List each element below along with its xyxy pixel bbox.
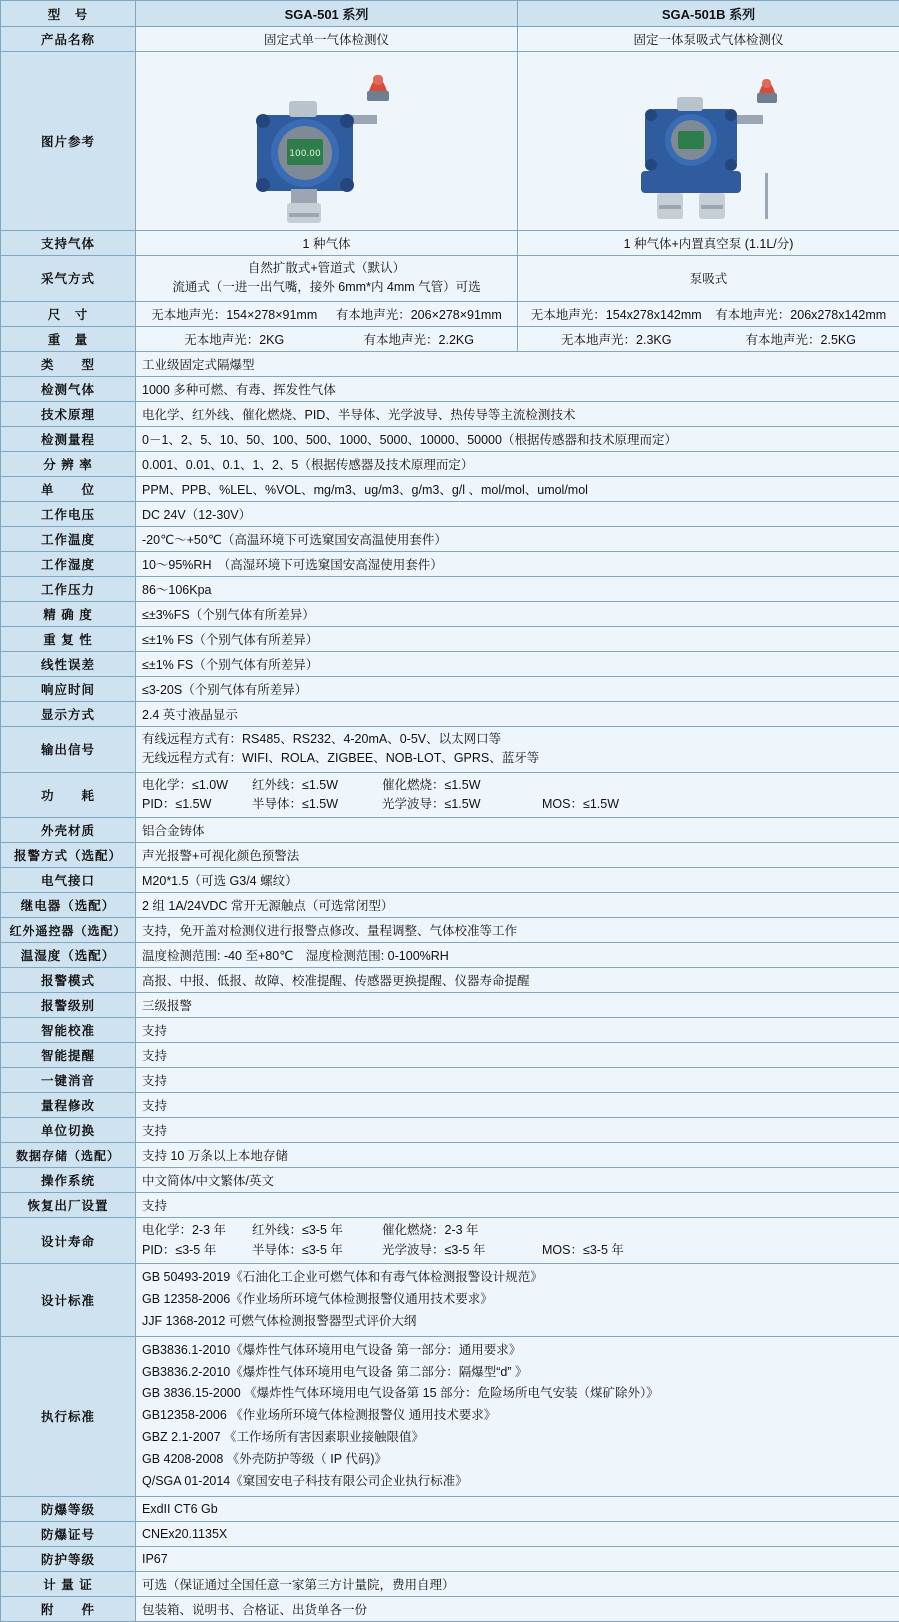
product-name-col1: 固定式单一气体检测仪 — [136, 27, 518, 52]
exec-std-value — [136, 1336, 899, 1496]
table-row — [1, 1068, 899, 1093]
table-row — [1, 993, 899, 1018]
ex-level-value: ExdII CT6 Gb — [136, 1496, 899, 1521]
alarm-level-value: 三级报警 — [136, 993, 899, 1018]
row-label-image-ref: 图片参考 — [1, 52, 136, 231]
detect-gas-value: 1000 多种可燃、有毒、挥发性气体 — [136, 376, 899, 401]
table-row — [1, 1596, 899, 1621]
table-row — [1, 626, 899, 651]
metering-value: 可选（保证通过全国任意一家第三方计量院，费用自理） — [136, 1571, 899, 1596]
row-label-lifetime: 设计寿命 — [1, 1218, 136, 1264]
table-row — [1, 726, 899, 772]
electrical-value: M20*1.5（可选 G3/4 螺纹） — [136, 868, 899, 893]
row-label-repeatability: 重 复 性 — [1, 626, 136, 651]
row-label-supported-gas: 支持气体 — [1, 231, 136, 256]
table-row — [1, 326, 899, 351]
row-label-smart-cal: 智能校准 — [1, 1018, 136, 1043]
table-row — [1, 1193, 899, 1218]
table-row — [1, 301, 899, 326]
row-label-sampling: 采气方式 — [1, 256, 136, 302]
row-label-resolution: 分 辨 率 — [1, 451, 136, 476]
row-label-storage: 数据存储（选配） — [1, 1143, 136, 1168]
power-item-5: 光学波导：≤1.5W — [382, 795, 542, 814]
row-label-linearity: 线性误差 — [1, 651, 136, 676]
table-row — [1, 1571, 899, 1596]
weight-col2-a: 无本地声光：2.3KG — [524, 330, 709, 348]
size-col2-b: 有本地声光：206x278x142mm — [709, 305, 894, 323]
table-row — [1, 601, 899, 626]
table-row — [1, 918, 899, 943]
row-label-accuracy: 精 确 度 — [1, 601, 136, 626]
table-row — [1, 551, 899, 576]
smart-remind-value: 支持 — [136, 1043, 899, 1068]
size-col1-a: 无本地声光：154×278×91mm — [142, 305, 327, 323]
accessories-value: 包装箱、说明书、合格证、出货单各一份 — [136, 1596, 899, 1621]
table-row — [1, 868, 899, 893]
table-row — [1, 52, 899, 231]
table-row — [1, 1018, 899, 1043]
table-row — [1, 1496, 899, 1521]
row-label-smart-remind: 智能提醒 — [1, 1043, 136, 1068]
range-value: 0－1、2、5、10、50、100、500、1000、5000、10000、50000（根据传感器和技术原理而定） — [136, 426, 899, 451]
type-value: 工业级固定式隔爆型 — [136, 351, 899, 376]
weight-col1-a: 无本地声光：2KG — [142, 330, 327, 348]
row-label-remote: 红外遥控器（选配） — [1, 918, 136, 943]
output-line1: 有线远程方式有：RS485、RS232、4-20mA、0-5V、以太网口等 — [142, 730, 893, 749]
row-label-principle: 技术原理 — [1, 401, 136, 426]
row-label-range: 检测量程 — [1, 426, 136, 451]
temperature-value: -20℃～+50℃（高温环境下可选窠国安高温使用套件） — [136, 526, 899, 551]
size-col2-a: 无本地声光：154x278x142mm — [524, 305, 709, 323]
table-row — [1, 893, 899, 918]
row-label-factory-reset: 恢复出厂设置 — [1, 1193, 136, 1218]
row-label-humidity: 工作湿度 — [1, 551, 136, 576]
weight-col1 — [136, 326, 518, 351]
row-label-unit-switch: 单位切换 — [1, 1118, 136, 1143]
table-row — [1, 1218, 899, 1264]
power-item-1: 红外线：≤1.5W — [252, 776, 382, 795]
lifetime-item-1: 红外线：≤3-5 年 — [252, 1221, 382, 1240]
size-col1-b: 有本地声光：206×278×91mm — [327, 305, 512, 323]
power-item-0: 电化学：≤1.0W — [142, 776, 252, 795]
row-label-detect-gas: 检测气体 — [1, 376, 136, 401]
table-row — [1, 376, 899, 401]
row-label-ex-cert: 防爆证号 — [1, 1521, 136, 1546]
ex-cert-value: CNEx20.1135X — [136, 1521, 899, 1546]
table-row — [1, 772, 899, 818]
row-label-alarm-way: 报警方式（选配） — [1, 843, 136, 868]
lifetime-item-6: MOS：≤3-5 年 — [542, 1241, 624, 1260]
row-label-model: 型 号 — [1, 1, 136, 27]
design-std-line-0: GB 50493-2019《石油化工企业可燃气体和有毒气体检测报警设计规范》 — [142, 1267, 893, 1289]
table-row — [1, 351, 899, 376]
power-item-3: PID：≤1.5W — [142, 795, 252, 814]
row-label-electrical: 电气接口 — [1, 868, 136, 893]
row-label-weight: 重 量 — [1, 326, 136, 351]
alarm-way-value: 声光报警+可视化颜色预警法 — [136, 843, 899, 868]
range-edit-value: 支持 — [136, 1093, 899, 1118]
unit-switch-value: 支持 — [136, 1118, 899, 1143]
lifetime-item-2: 催化燃烧：2-3 年 — [382, 1221, 542, 1240]
model-col1: SGA-501 系列 — [136, 1, 518, 27]
row-label-alarm-mode: 报警模式 — [1, 968, 136, 993]
sampling-col1 — [136, 256, 518, 302]
row-label-ex-level: 防爆等级 — [1, 1496, 136, 1521]
table-row — [1, 476, 899, 501]
power-value — [136, 772, 899, 818]
power-item-6: MOS：≤1.5W — [542, 795, 619, 814]
sampling-col1-line2: 流通式（一进一出气嘴，接外 6mm*内 4mm 气管）可选 — [142, 278, 511, 297]
shell-value: 铝合金铸体 — [136, 818, 899, 843]
table-row — [1, 1, 899, 27]
exec-std-line-6: Q/SGA 01-2014《窠国安电子科技有限公司企业执行标准》 — [142, 1471, 893, 1493]
table-row — [1, 526, 899, 551]
exec-std-line-5: GB 4208-2008 《外壳防护等级（ IP 代码)》 — [142, 1449, 893, 1471]
row-label-metering: 计 量 证 — [1, 1571, 136, 1596]
row-label-accessories: 附 件 — [1, 1596, 136, 1621]
svg-text:100.00: 100.00 — [289, 149, 321, 159]
table-row — [1, 968, 899, 993]
table-row — [1, 1043, 899, 1068]
size-col2 — [518, 301, 899, 326]
weight-col2-b: 有本地声光：2.5KG — [709, 330, 894, 348]
row-label-mute: 一键消音 — [1, 1068, 136, 1093]
table-row — [1, 1521, 899, 1546]
table-row — [1, 27, 899, 52]
exec-std-line-0: GB3836.1-2010《爆炸性气体环境用电气设备 第一部分：通用要求》 — [142, 1340, 893, 1362]
table-row — [1, 843, 899, 868]
output-line2: 无线远程方式有：WIFI、ROLA、ZIGBEE、NOB-LOT、GPRS、蓝牙等 — [142, 749, 893, 768]
row-label-pressure: 工作压力 — [1, 576, 136, 601]
row-label-type: 类 型 — [1, 351, 136, 376]
product-name-col2: 固定一体泵吸式气体检测仪 — [518, 27, 899, 52]
row-label-exec-std: 执行标准 — [1, 1336, 136, 1496]
weight-col2 — [518, 326, 899, 351]
model-col2: SGA-501B 系列 — [518, 1, 899, 27]
power-item-4: 半导体：≤1.5W — [252, 795, 382, 814]
size-col1 — [136, 301, 518, 326]
row-label-size: 尺 寸 — [1, 301, 136, 326]
row-label-range-edit: 量程修改 — [1, 1093, 136, 1118]
response-value: ≤3-20S（个别气体有所差异） — [136, 676, 899, 701]
storage-value: 支持 10 万条以上本地存储 — [136, 1143, 899, 1168]
table-row — [1, 451, 899, 476]
supported-gas-col2: 1 种气体+内置真空泵 (1.1L/分) — [518, 231, 899, 256]
table-row — [1, 256, 899, 302]
lifetime-item-3: PID：≤3-5 年 — [142, 1241, 252, 1260]
exec-std-line-4: GBZ 2.1-2007 《工作场所有害因素职业接触限值》 — [142, 1427, 893, 1449]
row-label-power: 功 耗 — [1, 772, 136, 818]
row-label-voltage: 工作电压 — [1, 501, 136, 526]
table-row — [1, 426, 899, 451]
linearity-value: ≤±1% FS（个别气体有所差异） — [136, 651, 899, 676]
ip-level-value: IP67 — [136, 1546, 899, 1571]
table-row — [1, 651, 899, 676]
supported-gas-col1: 1 种气体 — [136, 231, 518, 256]
row-label-display: 显示方式 — [1, 701, 136, 726]
os-value: 中文简体/中文繁体/英文 — [136, 1168, 899, 1193]
row-label-temperature: 工作温度 — [1, 526, 136, 551]
weight-col1-b: 有本地声光：2.2KG — [327, 330, 512, 348]
row-label-relay: 继电器（选配） — [1, 893, 136, 918]
gas-detector-illustration-icon — [197, 53, 457, 229]
power-item-2: 催化燃烧：≤1.5W — [382, 776, 542, 795]
lifetime-value — [136, 1218, 899, 1264]
smart-cal-value: 支持 — [136, 1018, 899, 1043]
pressure-value: 86～106Kpa — [136, 576, 899, 601]
table-row — [1, 818, 899, 843]
factory-reset-value: 支持 — [136, 1193, 899, 1218]
table-row — [1, 576, 899, 601]
principle-value: 电化学、红外线、催化燃烧、PID、半导体、光学波导、热传导等主流检测技术 — [136, 401, 899, 426]
table-row — [1, 1336, 899, 1496]
relay-value: 2 组 1A/24VDC 常开无源触点（可选常闭型） — [136, 893, 899, 918]
display-value: 2.4 英寸液晶显示 — [136, 701, 899, 726]
row-label-temp-humi: 温湿度（选配） — [1, 943, 136, 968]
row-label-output: 输出信号 — [1, 726, 136, 772]
lifetime-item-0: 电化学：2-3 年 — [142, 1221, 252, 1240]
table-row — [1, 676, 899, 701]
row-label-response: 响应时间 — [1, 676, 136, 701]
row-label-shell: 外壳材质 — [1, 818, 136, 843]
design-std-value — [136, 1264, 899, 1337]
row-label-alarm-level: 报警级别 — [1, 993, 136, 1018]
table-row — [1, 1168, 899, 1193]
exec-std-line-3: GB12358-2006 《作业场所环境气体检测报警仪 通用技术要求》 — [142, 1405, 893, 1427]
table-row — [1, 1118, 899, 1143]
table-row — [1, 501, 899, 526]
table-row — [1, 231, 899, 256]
row-label-design-std: 设计标准 — [1, 1264, 136, 1337]
exec-std-line-2: GB 3836.15-2000 《爆炸性气体环境用电气设备第 15 部分：危险场所电气安装（煤矿除外）》 — [142, 1383, 893, 1405]
table-row — [1, 1264, 899, 1337]
design-std-line-1: GB 12358-2006《作业场所环境气体检测报警仪通用技术要求》 — [142, 1289, 893, 1311]
row-label-product-name: 产品名称 — [1, 27, 136, 52]
table-row — [1, 1093, 899, 1118]
table-row — [1, 401, 899, 426]
sampling-col2: 泵吸式 — [518, 256, 899, 302]
row-label-unit: 单 位 — [1, 476, 136, 501]
humidity-value: 10～95%RH （高湿环境下可选窠国安高湿使用套件） — [136, 551, 899, 576]
lifetime-item-4: 半导体：≤3-5 年 — [252, 1241, 382, 1260]
row-label-os: 操作系统 — [1, 1168, 136, 1193]
voltage-value: DC 24V（12-30V） — [136, 501, 899, 526]
table-row — [1, 1143, 899, 1168]
accuracy-value: ≤±3%FS（个别气体有所差异） — [136, 601, 899, 626]
pump-gas-detector-illustration-icon — [579, 53, 839, 229]
output-value — [136, 726, 899, 772]
mute-value: 支持 — [136, 1068, 899, 1093]
device-image-col1 — [136, 52, 518, 231]
repeatability-value: ≤±1% FS（个别气体有所差异） — [136, 626, 899, 651]
unit-value: PPM、PPB、%LEL、%VOL、mg/m3、ug/m3、g/m3、g/l 、mol/mol、umol/mol — [136, 476, 899, 501]
alarm-mode-value: 高报、中报、低报、故障、校准提醒、传感器更换提醒、仪器寿命提醒 — [136, 968, 899, 993]
remote-value: 支持，免开盖对检测仪进行报警点修改、量程调整、气体校准等工作 — [136, 918, 899, 943]
table-row — [1, 701, 899, 726]
row-label-ip-level: 防护等级 — [1, 1546, 136, 1571]
device-image-col2 — [518, 52, 899, 231]
exec-std-line-1: GB3836.2-2010《爆炸性气体环境用电气设备 第二部分：隔爆型“d” 》 — [142, 1362, 893, 1384]
temp-humi-value: 温度检测范围: -40 至+80℃ 湿度检测范围: 0-100%RH — [136, 943, 899, 968]
table-row — [1, 943, 899, 968]
sampling-col1-line1: 自然扩散式+管道式（默认） — [142, 259, 511, 278]
lifetime-item-5: 光学波导：≤3-5 年 — [382, 1241, 542, 1260]
resolution-value: 0.001、0.01、0.1、1、2、5（根据传感器及技术原理而定） — [136, 451, 899, 476]
design-std-line-2: JJF 1368-2012 可燃气体检测报警器型式评价大纲 — [142, 1311, 893, 1333]
table-row — [1, 1546, 899, 1571]
